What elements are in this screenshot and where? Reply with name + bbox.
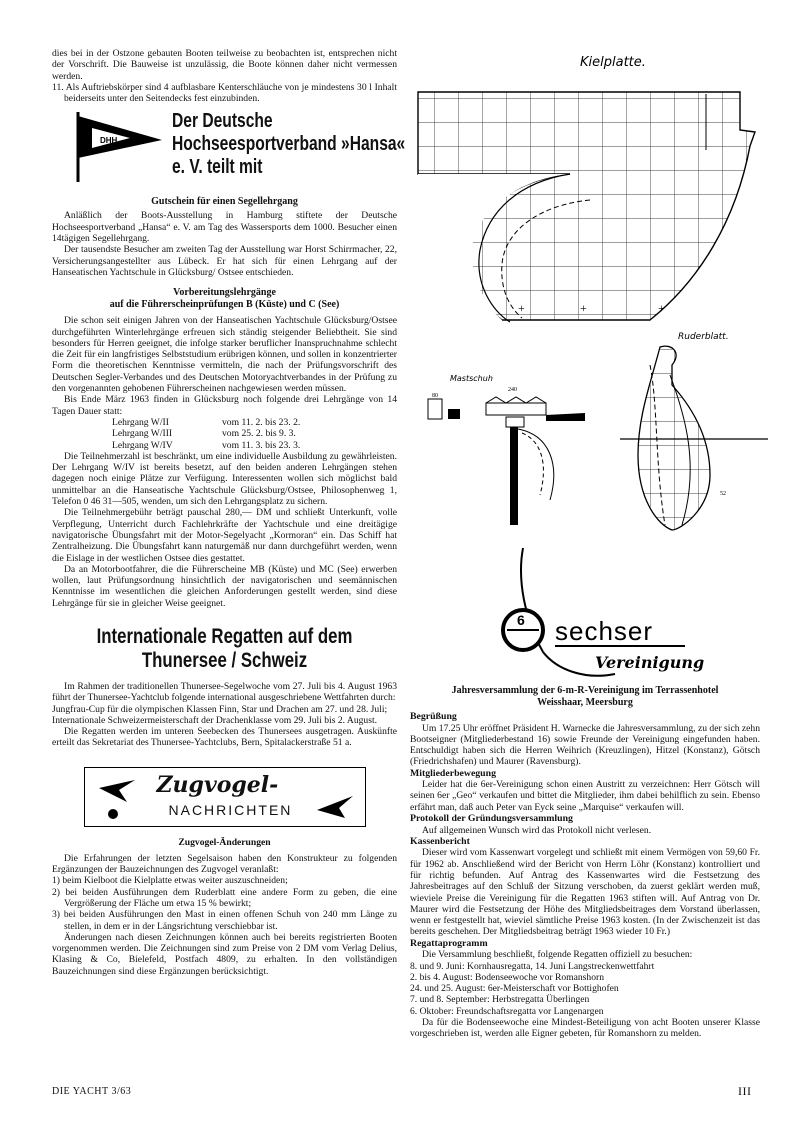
vorb-para: Die Teilnehmergebühr beträgt pauschal 280,— DM und schließt Unterkunft, volle Verpflegung, Unterricht durch Fachlehrkräfte der Yachtschule und eine dreitägige navigatorische Übungsfahrt mit der Motor-Segelyacht „Kormoran“ ein. Das Schiff hat Zentralheizung. Die Übungsfahrt kann naturgemäß nur dann durchgeführt werden, wenn die Eislage in der westlichen Ostsee dies gestattet. bbox=[52, 507, 397, 564]
sechser-subword: Vereinigung bbox=[595, 653, 705, 672]
zugvogel-item: 3) bei beiden Ausführungen den Mast in einen offenen Schuh von 240 mm Länge zu stellen, in dem er in der Längsrichtung verschiebbar ist. bbox=[52, 909, 397, 932]
lehrgang-row: Lehrgang W/IV vom 11. 3. bis 23. 3. bbox=[112, 439, 301, 451]
zugvogel-title: Zugvogel-Änderungen bbox=[178, 836, 271, 848]
closing-para: Da für die Bodenseewoche eine Mindest-Beteiligung von acht Booten unserer Klasse vorgeschrieben ist, werden alle Eigner gebeten, für Romanshorn zu melden. bbox=[410, 1017, 760, 1040]
vorb-title: Vorbereitungslehrgänge bbox=[173, 287, 276, 299]
section-head: Mitgliederbewegung bbox=[410, 767, 496, 779]
zugvogel-logo-caps: NACHRICHTEN bbox=[168, 801, 293, 818]
section-text: Dieser wird vom Kassenwart vorgelegt und schließt mit einem Vermögen von 59,60 Fr. für 1962 ab. Anschließend wird der Bericht von Herrn Löhr (Konstanz) kontrolliert und für richtig befunden. Auf Antrag des Kassenwartes wird die Festsetzung des Jahresbeitrages auf den Schluß der Sitzung verschoben, da zuerst geklärt werden muß, wieviele Preise die Vereinigung für die Regatten 1963 stiften will. Auf Antrag von Dr. Maurer wird die Festsetzung der Höhe des Mitgliedsbeitrages dem Vorstand überlassen, wenn er festgestellt hat, wieviel sämtliche Preise 1963 kosten. (In der Zwischenzeit ist das bereits geschehen. Der Mitgliedsbeitrag beträgt 1963 wieder 10 Fr.) bbox=[410, 847, 760, 938]
svg-text:+: + bbox=[580, 301, 587, 315]
zugvogel-item: 1) beim Kielboot die Kielplatte etwas weiter auszuschneiden; bbox=[52, 875, 288, 887]
dot-icon bbox=[107, 808, 119, 820]
regatta-item: Jungfrau-Cup für die olympischen Klassen Finn, Star und Drachen am 27. und 28. Juli; bbox=[52, 703, 388, 715]
regatta-heading bbox=[52, 625, 397, 673]
bird-icon-left bbox=[97, 776, 137, 806]
regatta-list-item: 6. Oktober: Freundschaftsregatta vor Langenargen bbox=[410, 1005, 604, 1017]
kielplatte-drawing bbox=[410, 50, 770, 350]
lehrgang-list bbox=[52, 417, 397, 451]
svg-text:+: + bbox=[518, 301, 525, 315]
hansa-title-line3: e. V. teilt mit bbox=[172, 156, 263, 179]
hansa-block bbox=[52, 110, 406, 194]
lehrgang-row: Lehrgang W/III vom 25. 2. bis 9. 3. bbox=[112, 428, 296, 440]
left-column bbox=[52, 48, 406, 977]
lehrgang-row: Lehrgang W/II vom 11. 2. bis 23. 2. bbox=[112, 416, 301, 428]
regatta-para: Im Rahmen der traditionellen Thunersee-Segelwoche vom 27. Juli bis 4. August 1963 führt der Thunersee-Yachtclub folgende international ausgeschriebene Wettfahrten durch: bbox=[52, 680, 397, 704]
gutschein-para: Anläßlich der Boots-Ausstellung in Hamburg stiftete der Deutsche Hochseesportverband „Hansa“ e. V. am Tag des Wassersports dem 1000. Besucher einen 14tägigen Segellehrgang. bbox=[52, 210, 397, 245]
section-text: Um 17.25 Uhr eröffnet Präsident H. Warnecke die Jahresversammlung, zu der sich zehn Bootseigner (Mitgliederbestand 16) sowie Freunde der Vereinigung eingefunden haben. Entschuldigt haben sich die Herren Weihrich (Kreuzlingen), Hitzel (Konstanz), Götsch (Friedrichshafen) und Maurer (Ravensburg). bbox=[410, 722, 761, 768]
zugvogel-para: Die Erfahrungen der letzten Segelsaison haben den Konstrukteur zu folgenden Ergänzungen der Bauzeichnungen des Zugvogel veranlaßt: bbox=[52, 852, 397, 876]
zugvogel-item: 2) bei beiden Ausführungen dem Ruderblatt eine andere Form zu geben, die eine Vergrößerung der Fläche um etwa 15 % bewirkt; bbox=[52, 886, 397, 909]
section-head: Begrüßung bbox=[410, 711, 457, 722]
hansa-title-line1: Der Deutsche bbox=[172, 110, 273, 133]
dim-52-label: 52 bbox=[720, 491, 726, 497]
regatta-item: Internationale Schweizermeisterschaft der Drachenklasse vom 29. Juli bis 2. August. bbox=[52, 714, 378, 726]
mastschuh-ruderblatt-drawing bbox=[410, 325, 770, 545]
section-text: Auf allgemeinen Wunsch wird das Protokoll nicht verlesen. bbox=[422, 824, 652, 836]
intro-paragraph: dies bei in der Ostzone gebauten Booten teilweise zu beobachten ist, entsprechen nicht der Vorschrift. Die Bauweise ist unzulässig, die Boote können daher nicht vermessen werden. bbox=[52, 48, 397, 82]
section-head: Kassenbericht bbox=[410, 835, 470, 847]
gutschein-title: Gutschein für einen Segellehrgang bbox=[151, 196, 298, 208]
sechser-number: 6 bbox=[517, 612, 525, 628]
regatta-title-line1: Internationale Regatten auf dem bbox=[96, 624, 353, 648]
jv-title-line2: Weisshaar, Meersburg bbox=[537, 697, 633, 708]
ruderblatt-label: Ruderblatt. bbox=[678, 332, 729, 342]
vorb-para: Bis Ende März 1963 finden in Glücksburg noch folgende drei Lehrgänge von 14 Tagen Dauer statt: bbox=[52, 394, 397, 417]
dhh-flag-logo bbox=[70, 110, 170, 190]
zugvogel-para: Änderungen nach diesen Zeichnungen können auch bei bereits registrierten Booten vorgenommen werden. Die Zeichnungen sind zum Preise von 2 DM vom Verlag Delius, Klasing & Co, Bielefeld, Postfach 4809, zu erhalten. In den vollständigen Bauzeichnungen sind diese Ergänzungen berücksichtigt. bbox=[52, 931, 397, 977]
footer-magazine: DIE YACHT 3/63 bbox=[52, 1086, 132, 1097]
dim-80-label: 80 bbox=[432, 393, 438, 399]
sechser-logo bbox=[485, 540, 715, 690]
vorb-subtitle: auf die Führerscheinprüfungen B (Küste) und C (See) bbox=[109, 299, 340, 311]
bird-icon-right bbox=[315, 790, 355, 820]
gutschein-para: Der tausendste Besucher am zweiten Tag der Ausstellung war Horst Schirrmacher, 22, Versicherungsangestellter aus Lübeck. Er hat sich für einen Lehrgang auf der Hanseatischen Yachtschule in Glücksburg/ Ostsee entschieden. bbox=[52, 244, 397, 278]
vorb-para: Die Teilnehmerzahl ist beschränkt, um eine individuelle Ausbildung zu gewährleisten. Der Lehrgang W/IV ist bereits besetzt, auf den beiden anderen Lehrgängen stehen dagegen noch einige Plätze zur Verfügung. Interessenten wollen sich möglichst bald unmittelbar an die Hanseatische Yachtschule Glücksburg/Ostsee, Philosophenweg 1, Telefon 0 46 31—505, wenden, um sich den Lehrgangsplatz zu sichern. bbox=[52, 450, 397, 508]
flag-text: DHH bbox=[100, 136, 118, 146]
vorb-para: Da an Motorbootfahrer, die die Führerscheine MB (Küste) und MC (See) erwerben wollen, laut Prüfungsordnung hinsichtlich der navigatorischen und seemännischen Kenntnisse im wesentlichen die gleichen Anforderungen gestellt werden, sind diese Lehrgänge für sie in gleicher Weise geeignet. bbox=[52, 563, 397, 609]
mastschuh-label: Mastschuh bbox=[450, 374, 493, 383]
zugvogel-logo bbox=[84, 767, 366, 827]
regatta-para: Die Regatten werden im unteren Seebecken des Thunersees ausgetragen. Auskünfte erteilt das Sekretariat des Thunersee-Yachtclubs, Bern, Spitalackerstraße 51 a. bbox=[52, 726, 397, 749]
jv-title-line1: Jahresversammlung der 6-m-R-Vereinigung im Terrassenhotel bbox=[451, 685, 719, 696]
intro-item-11: 11. Als Auftriebskörper sind 4 aufblasbare Kenterschläuche von je mindestens 30 l Inhalt beiderseits unter den Seitendecks fest einzubinden. bbox=[52, 81, 397, 105]
section-head: Regattaprogramm bbox=[410, 937, 488, 949]
regatta-list-item: 7. und 8. September: Herbstregatta Überlingen bbox=[410, 994, 590, 1006]
footer-page-number: III bbox=[738, 1084, 752, 1098]
section-head: Protokoll der Gründungsversammlung bbox=[410, 813, 573, 825]
kielplatte-label: Kielplatte. bbox=[580, 55, 646, 70]
dim-240-label: 240 bbox=[508, 387, 517, 393]
sechser-word: sechser bbox=[555, 616, 654, 646]
hansa-title-line2: Hochseesportverband »Hansa« bbox=[172, 133, 406, 156]
zugvogel-logo-script: Zugvogel- bbox=[156, 771, 279, 798]
regatta-list-item: 8. und 9. Juni: Kornhausregatta, 14. Juni Langstreckenwettfahrt bbox=[410, 960, 655, 972]
section-text: Die Versammlung beschließt, folgende Regatten offiziell zu besuchen: bbox=[422, 949, 693, 961]
regatta-list-item: 24. und 25. August: 6er-Meisterschaft vor Bottighofen bbox=[410, 983, 619, 995]
section-text: Leider hat die 6er-Vereinigung schon einen Austritt zu verzeichnen: Herr Götsch will seinen 6er „Geo“ verkaufen und bittet die Mitglieder, ihm dabei behilflich zu sein. Ebenso erfährt man, daß auch Peter van Eyck seine „Marquise“ verkaufen will. bbox=[410, 779, 760, 813]
right-column-text bbox=[410, 685, 760, 1040]
regatta-list-item: 2. bis 4. August: Bodenseewoche vor Romanshorn bbox=[410, 971, 604, 983]
svg-text:+: + bbox=[658, 301, 665, 315]
regatta-title-line2: Thunersee / Schweiz bbox=[141, 648, 308, 672]
vorb-para: Die schon seit einigen Jahren von der Hanseatischen Yachtschule Glücksburg/Ostsee durchgeführten Winterlehrgänge erfreuen sich ständig steigender Beliebtheit. Sie sind besonders für Herren geeignet, die infolge starker beruflicher Inanspruchnahme schlecht die Zeit für ein langfristiges Selbststudium erübrigen können, und sollen in konzentrierter Form die theoretischen Kenntnisse vermitteln, die nach der Prüfungsvorschrift des Deutschen Segler-Verbandes und des Deutschen Motoryachtverbandes in der Prüfung zu den vorgenannten gehobenen Führerscheinen nachgewiesen werden müssen. bbox=[52, 315, 397, 395]
